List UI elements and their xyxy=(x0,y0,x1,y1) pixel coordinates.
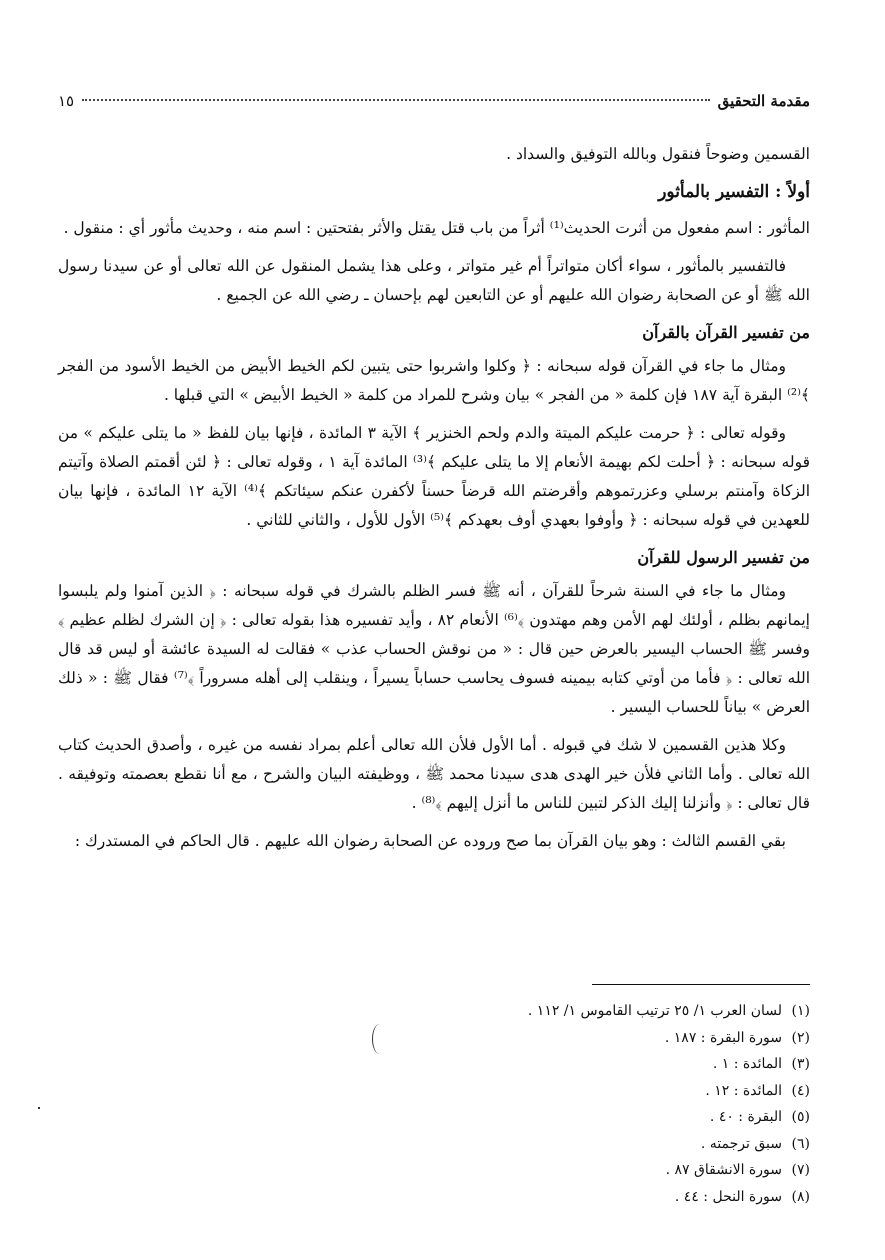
page-number: ١٥ xyxy=(58,92,75,110)
footnote-number: (٣) xyxy=(791,1056,810,1072)
paragraph-intro: القسمين وضوحاً فنقول وبالله التوفيق والسداد . xyxy=(506,145,810,163)
header-title: مقدمة التحقيق xyxy=(717,92,810,110)
footnote-item xyxy=(330,1025,810,1052)
footnote-number: (١) xyxy=(791,1003,810,1019)
footnotes xyxy=(330,998,810,1210)
footnote-separator xyxy=(592,984,810,985)
footnote-item xyxy=(330,1157,810,1184)
paragraph-conclusion: وكلا هذين القسمين لا شك في قبوله . أما الأول فلأن الله تعالى أعلم بمراد نفسه من غيره ، وأصدق الحديث كتاب الله تعالى . وأما الثاني فلأن خير الهدى هدى سيدنا محمد ﷺ ، ووظيفته البيان والشرح ، مع أنا نقطع بعصمته وتوفيقه . قال تعالى : ﴿ وأنزلنا إليك الذكر لتبين للناس ما أنزل إليهم ﴾⁽⁸⁾ . xyxy=(58,736,810,812)
footnote-number: (٥) xyxy=(791,1109,810,1125)
pen-mark xyxy=(372,1024,387,1054)
footnote-text: المائدة : ١ . xyxy=(712,1056,782,1072)
paragraph-mathur-definition: المأثور : اسم مفعول من أثرت الحديث⁽¹⁾ أثراً من باب قتل يقتل والأثر بفتحتين : اسم منه ، وحديث مأثور أي : منقول . xyxy=(63,219,810,237)
footnote-item xyxy=(330,998,810,1025)
header-leader-dots xyxy=(82,99,710,101)
footnote-text: سبق ترجمته . xyxy=(700,1135,782,1152)
footnote-number: (٨) xyxy=(791,1188,810,1205)
subheading-quran-by-quran: من تفسير القرآن بالقرآن xyxy=(642,323,810,342)
paragraph-example-1: ومثال ما جاء في القرآن قوله سبحانه : ﴿ وكلوا واشربوا حتى يتبين لكم الخيط الأبيض من الخيط الأسود من الفجر ﴾⁽²⁾ البقرة آية ١٨٧ فإن كلمة « من الفجر » بيان وشرح للمراد من كلمة « الخيط الأبيض » التي قبلها . xyxy=(58,357,810,404)
running-header xyxy=(58,92,810,118)
footnote-item xyxy=(330,1184,810,1211)
footnote-text: سورة النحل : ٤٤ . xyxy=(674,1188,782,1205)
footnote-text: لسان العرب ١/ ٢٥ ترتيب القاموس ١/ ١١٢ . xyxy=(527,1003,782,1019)
footnote-number: (٢) xyxy=(791,1029,810,1046)
paragraph-third-section: بقي القسم الثالث : وهو بيان القرآن بما صح وروده عن الصحابة رضوان الله عليهم . قال الحاكم في المستدرك : xyxy=(74,832,786,850)
footnote-item xyxy=(330,1051,810,1078)
footnote-item xyxy=(330,1078,810,1105)
subheading-rasul-tafsir: من تفسير الرسول للقرآن xyxy=(637,548,810,567)
footnote-text: المائدة : ١٢ . xyxy=(705,1082,782,1099)
footnote-item xyxy=(330,1104,810,1131)
paragraph-example-2: وقوله تعالى : ﴿ حرمت عليكم الميتة والدم ولحم الخنزير ﴾ الآية ٣ المائدة ، فإنها بيان للفظ « ما يتلى عليكم » من قوله سبحانه : ﴿ أحلت لكم بهيمة الأنعام إلا ما يتلى عليكم ﴾⁽³⁾ المائدة آية ١ ، وقوله تعالى : ﴿ لئن أقمتم الصلاة وآتيتم الزكاة وآمنتم برسلي وعزرتموهم وأقرضتم الله قرضاً حسناً لأكفرن عنكم سيئاتكم ﴾⁽⁴⁾ الآية ١٢ المائدة ، فإنها بيان للعهدين في قوله سبحانه : ﴿ وأوفوا بعهدي أوف بعهدكم ﴾⁽⁵⁾ الأول للأول ، والثاني للثاني . xyxy=(58,424,811,529)
stray-dot-mark xyxy=(38,1107,40,1109)
section-heading-first: أولاً : التفسير بالمأثور xyxy=(658,182,810,202)
footnote-text: البقرة : ٤٠ . xyxy=(709,1109,782,1125)
main-text xyxy=(58,140,810,865)
footnote-number: (٤) xyxy=(791,1082,810,1099)
footnote-text: سورة البقرة : ١٨٧ . xyxy=(664,1029,782,1046)
footnote-text: سورة الانشقاق ٨٧ . xyxy=(665,1162,782,1178)
paragraph-tafsir-bil-mathur: فالتفسير بالمأثور ، سواء أكان متواتراً أم غير متواتر ، وعلى هذا يشمل المنقول عن الله تعالى أو عن سيدنا رسول الله ﷺ أو عن الصحابة رضوان الله عليهم أو عن التابعين لهم بإحسان ـ رضي الله عن الجميع . xyxy=(58,257,810,304)
paragraph-sunna-example: ومثال ما جاء في السنة شرحاً للقرآن ، أنه ﷺ فسر الظلم بالشرك في قوله سبحانه : ﴿ الذين آمنوا ولم يلبسوا إيمانهم بظلم ، أولئك لهم الأمن وهم مهتدون ﴾⁽⁶⁾ الأنعام ٨٢ ، وأيد تفسيره هذا بقوله تعالى : ﴿ إن الشرك لظلم عظيم ﴾ وفسر ﷺ الحساب اليسير بالعرض حين قال : « من نوقش الحساب عذب » فقالت له السيدة عائشة أو ليس قد قال الله تعالى : ﴿ فأما من أوتي كتابه بيمينه فسوف يحاسب حساباً يسيراً ، وينقلب إلى أهله مسروراً ﴾⁽⁷⁾ فقال ﷺ : « ذلك العرض » بياناً للحساب اليسير . xyxy=(58,582,811,716)
footnote-number: (٧) xyxy=(791,1162,810,1178)
footnote-number: (٦) xyxy=(791,1135,810,1152)
footnote-item xyxy=(330,1131,810,1158)
